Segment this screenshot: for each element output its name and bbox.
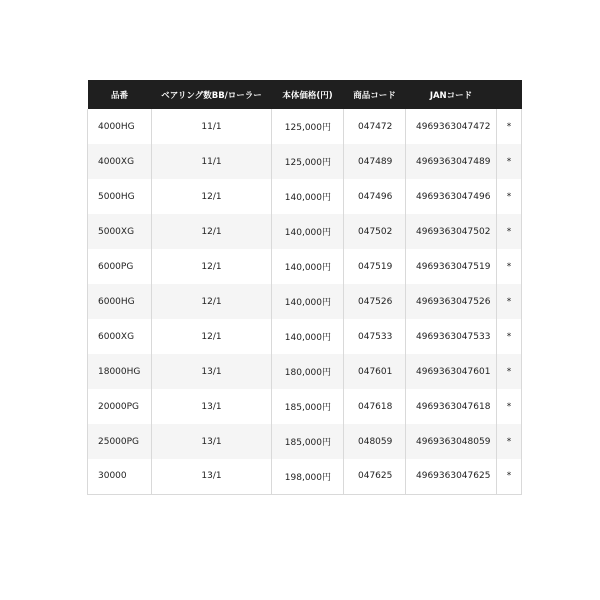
model-cell: 4000HG	[88, 109, 152, 144]
bearing-cell: 11/1	[152, 109, 272, 144]
model-cell: 5000HG	[88, 179, 152, 214]
header-product-code: 商品コード	[353, 90, 396, 101]
product-code-cell: 047533	[344, 319, 406, 354]
table-row	[88, 354, 522, 389]
table-body	[88, 109, 522, 494]
bearing-cell: 11/1	[152, 144, 272, 179]
note-cell: *	[497, 144, 522, 179]
bearing-cell: 12/1	[152, 284, 272, 319]
price-cell: 140,000円	[272, 249, 344, 284]
table-row	[88, 424, 522, 459]
header-bearing: ベアリング数BB/ローラー	[161, 90, 262, 101]
jan-code-cell: 4969363047496	[406, 179, 497, 214]
product-code-cell: 047472	[344, 109, 406, 144]
table-row	[88, 249, 522, 284]
note-cell: *	[497, 179, 522, 214]
price-cell: 140,000円	[272, 284, 344, 319]
bearing-cell: 12/1	[152, 214, 272, 249]
price-cell: 198,000円	[272, 459, 344, 494]
product-code-cell: 047496	[344, 179, 406, 214]
price-cell: 125,000円	[272, 109, 344, 144]
model-cell: 18000HG	[88, 354, 152, 389]
model-cell: 25000PG	[88, 424, 152, 459]
jan-code-cell: 4969363047502	[406, 214, 497, 249]
price-cell: 185,000円	[272, 424, 344, 459]
header-price: 本体価格(円)	[282, 90, 333, 101]
table-row	[88, 284, 522, 319]
jan-code-cell: 4969363047472	[406, 109, 497, 144]
price-cell: 140,000円	[272, 179, 344, 214]
jan-code-cell: 4969363047533	[406, 319, 497, 354]
bearing-cell: 13/1	[152, 424, 272, 459]
spec-table	[87, 80, 522, 495]
model-cell: 6000PG	[88, 249, 152, 284]
model-cell: 6000XG	[88, 319, 152, 354]
header-note	[497, 80, 522, 109]
header-model: 品番	[110, 90, 128, 101]
jan-code-cell: 4969363047625	[406, 459, 497, 494]
model-cell: 5000XG	[88, 214, 152, 249]
header-jan-code: JANコード	[429, 90, 473, 101]
model-cell: 30000	[88, 459, 152, 494]
table-header-row	[88, 80, 522, 109]
bearing-cell: 12/1	[152, 249, 272, 284]
jan-code-cell: 4969363047489	[406, 144, 497, 179]
note-cell: *	[497, 249, 522, 284]
bearing-cell: 12/1	[152, 319, 272, 354]
table-row	[88, 459, 522, 494]
note-cell: *	[497, 214, 522, 249]
price-cell: 185,000円	[272, 389, 344, 424]
table-row	[88, 109, 522, 144]
bearing-cell: 13/1	[152, 389, 272, 424]
price-cell: 180,000円	[272, 354, 344, 389]
jan-code-cell: 4969363048059	[406, 424, 497, 459]
note-cell: *	[497, 354, 522, 389]
product-code-cell: 047489	[344, 144, 406, 179]
jan-code-cell: 4969363047618	[406, 389, 497, 424]
table-row	[88, 144, 522, 179]
bearing-cell: 13/1	[152, 354, 272, 389]
table-row	[88, 214, 522, 249]
model-cell: 20000PG	[88, 389, 152, 424]
table-row	[88, 319, 522, 354]
jan-code-cell: 4969363047519	[406, 249, 497, 284]
jan-code-cell: 4969363047526	[406, 284, 497, 319]
price-cell: 140,000円	[272, 319, 344, 354]
product-code-cell: 047618	[344, 389, 406, 424]
model-cell: 4000XG	[88, 144, 152, 179]
product-code-cell: 047502	[344, 214, 406, 249]
product-code-cell: 047519	[344, 249, 406, 284]
model-cell: 6000HG	[88, 284, 152, 319]
price-cell: 140,000円	[272, 214, 344, 249]
table-row	[88, 389, 522, 424]
note-cell: *	[497, 389, 522, 424]
bearing-cell: 12/1	[152, 179, 272, 214]
note-cell: *	[497, 459, 522, 494]
table-header	[88, 80, 522, 109]
note-cell: *	[497, 284, 522, 319]
note-cell: *	[497, 424, 522, 459]
product-code-cell: 047625	[344, 459, 406, 494]
note-cell: *	[497, 109, 522, 144]
jan-code-cell: 4969363047601	[406, 354, 497, 389]
bearing-cell: 13/1	[152, 459, 272, 494]
product-code-cell: 048059	[344, 424, 406, 459]
note-cell: *	[497, 319, 522, 354]
product-code-cell: 047601	[344, 354, 406, 389]
table-row	[88, 179, 522, 214]
product-code-cell: 047526	[344, 284, 406, 319]
price-cell: 125,000円	[272, 144, 344, 179]
